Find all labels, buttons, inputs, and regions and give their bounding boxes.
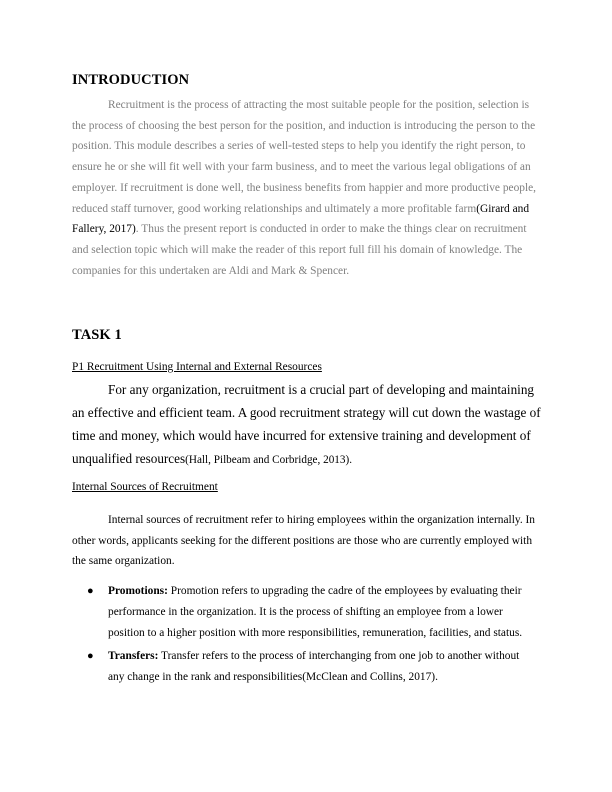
bullet-term: Transfers: <box>108 650 159 662</box>
introduction-text-after: . Thus the present report is conducted in order to make the things clear on recruitment and selection topic which will make the reader of this report full fill his domain of knowledge. The companies for this undertaken are Aldi and Mark & Spencer. <box>72 223 527 277</box>
internal-sources-list <box>87 581 530 690</box>
bullet-text: Promotion refers to upgrading the cadre of the employees by evaluating their performance in the organization. It is the process of shifting an employee from a lower position to a higher position with more responsibilities, remuneration, facilities, and status. <box>108 585 523 639</box>
p1-citation: (Hall, Pilbeam and Corbridge, 2013). <box>185 454 353 466</box>
task1-heading: TASK 1 <box>72 327 122 343</box>
introduction-heading: INTRODUCTION <box>72 72 190 88</box>
internal-sources-subheading: Internal Sources of Recruitment <box>72 481 218 493</box>
bullet-icon: ● <box>87 585 94 597</box>
p1-paragraph <box>72 378 542 472</box>
internal-sources-paragraph <box>72 510 542 572</box>
p1-subheading: P1 Recruitment Using Internal and External Resources <box>72 361 322 373</box>
internal-sources-text: Internal sources of recruitment refer to hiring employees within the organization internally. In other words, applicants seeking for the different positions are those who are currently employed with the same organization. <box>72 514 536 568</box>
bullet-icon: ● <box>87 650 94 662</box>
introduction-paragraph <box>72 95 542 281</box>
introduction-text: Recruitment is the process of attracting the most suitable people for the position, selection is the process of choosing the best person for the position, and induction is introducing the person to the position. This module describes a series of well-tested steps to help you identify the right person, to ensure he or she will fit well with your farm business, and to meet the various legal obligations of an employer. If recruitment is done well, the business benefits from happier and more productive people, reduced staff turnover, good working relationships and ultimately a more profitable farm <box>72 99 537 215</box>
bullet-text: Transfer refers to the process of interchanging from one job to another without any change in the rank and responsibilities(McClean and Collins, 2017). <box>108 650 520 683</box>
introduction-citation: (Girard and Fallery, 2017) <box>72 202 530 236</box>
list-item <box>87 646 530 688</box>
list-item <box>87 581 530 644</box>
p1-text: For any organization, recruitment is a crucial part of developing and maintaining an effective and efficient team. A good recruitment strategy will cut down the wastage of time and money, which would have incurred for extensive training and development of unqualified resources <box>72 382 541 466</box>
bullet-term: Promotions: <box>108 585 168 597</box>
